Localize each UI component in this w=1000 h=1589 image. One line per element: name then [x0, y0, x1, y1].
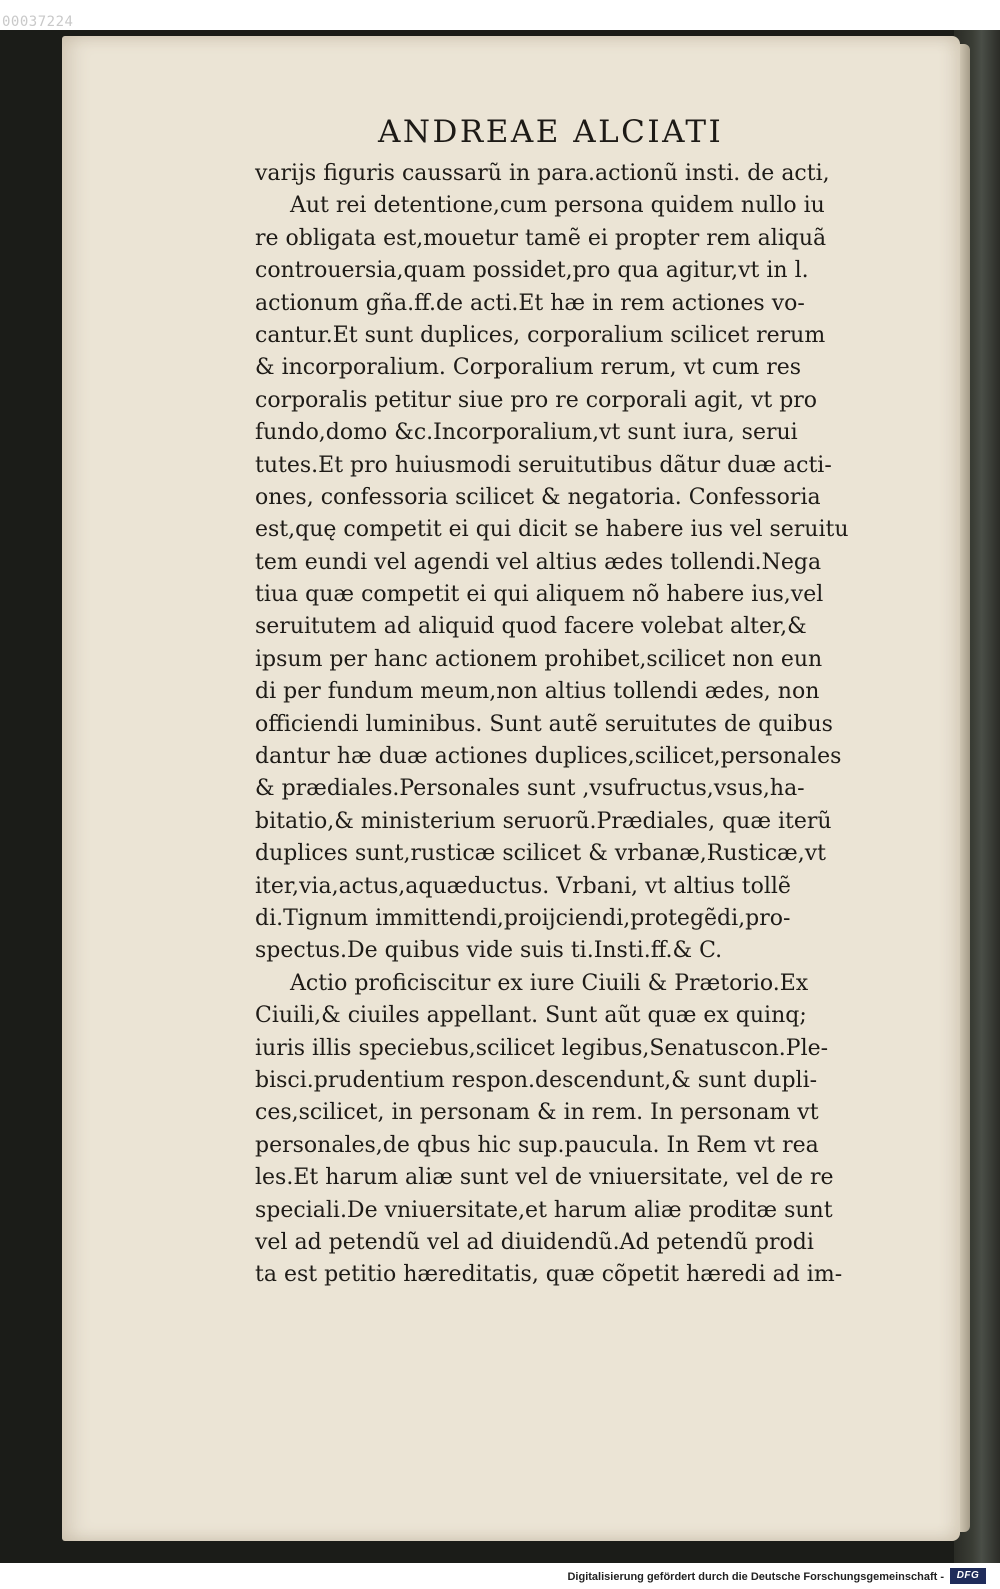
text-line: les.Et harum aliæ sunt vel de vniuersitate, vel de re [255, 1165, 834, 1191]
text-line: Actio proficiscitur ex iure Ciuili & Prætorio.Ex [290, 970, 809, 996]
text-line: personales,de qbus hic sup.paucula. In Rem vt rea [255, 1132, 819, 1158]
text-line: fundo,domo &c.Incorporalium,vt sunt iura, serui [255, 420, 798, 446]
text-line: actionum gña.ff.de acti.Et hæ in rem actiones vo- [255, 290, 805, 316]
text-line: di per fundum meum,non altius tollendi ædes, non [255, 679, 820, 705]
footer-bar [0, 1563, 1000, 1589]
text-line: cantur.Et sunt duplices, corporalium scilicet rerum [255, 322, 826, 348]
text-line: ipsum per hanc actionem prohibet,scilicet non eun [255, 646, 823, 672]
page-edge [960, 44, 970, 1532]
text-line: vel ad petendũ vel ad diuidendũ.Ad petendũ prodi [255, 1229, 814, 1255]
text-block [255, 158, 905, 1292]
text-line: ta est petitio hæreditatis, quæ cõpetit hæredi ad im- [255, 1262, 843, 1288]
funding-note: Digitalisierung gefördert durch die Deutsche Forschungsgemeinschaft - [567, 1571, 944, 1583]
text-line: Aut rei detentione,cum persona quidem nullo iu [290, 193, 825, 219]
text-line: Ciuili,& ciuiles appellant. Sunt aũt quæ ex quinq; [255, 1003, 807, 1029]
text-line: controuersia,quam possidet,pro qua agitur,vt in l. [255, 258, 809, 284]
text-line: re obligata est,mouetur tamẽ ei propter rem aliquã [255, 225, 827, 251]
scan-id: 00037224 [2, 14, 74, 30]
text-line: bitatio,& ministerium seruorũ.Prædiales, quæ iterũ [255, 808, 832, 834]
running-head: ANDREAE ALCIATI [378, 114, 724, 150]
text-line: speciali.De vniuersitate,et harum aliæ proditæ sunt [255, 1197, 833, 1223]
text-line: & incorporalium. Corporalium rerum, vt cum res [255, 355, 802, 381]
dfg-logo: DFG [950, 1568, 986, 1584]
text-line: seruitutem ad aliquid quod facere volebat alter,& [255, 614, 807, 640]
text-line: duplices sunt,rusticæ scilicet & vrbanæ,Rusticæ,vt [255, 841, 826, 867]
text-line: iter,via,actus,aquæductus. Vrbani, vt altius tollẽ [255, 873, 791, 899]
text-line: & prædiales.Personales sunt ,vsufructus,vsus,ha- [255, 776, 805, 802]
text-line: tem eundi vel agendi vel altius ædes tollendi.Nega [255, 549, 822, 575]
text-line: corporalis petitur siue pro re corporali agit, vt pro [255, 387, 818, 413]
text-line: spectus.De quibus vide suis ti.Insti.ff.& C. [255, 938, 723, 964]
text-line: varijs figuris caussarũ in para.actionũ insti. de acti, [255, 161, 830, 186]
text-line: tiua quæ competit ei qui aliquem nõ habere ius,vel [255, 582, 824, 608]
text-line: bisci.prudentium respon.descendunt,& sunt dupli- [255, 1067, 818, 1093]
text-line: dantur hæ duæ actiones duplices,scilicet,personales [255, 744, 842, 770]
text-line: officiendi luminibus. Sunt autẽ seruitutes de quibus [255, 711, 833, 737]
text-line: iuris illis speciebus,scilicet legibus,Senatuscon.Ple- [255, 1035, 829, 1061]
text-line: est,quę competit ei qui dicit se habere ius vel seruitu [255, 517, 849, 543]
text-line: tutes.Et pro huiusmodi seruitutibus dãtur duæ acti- [255, 452, 832, 478]
text-line: ces,scilicet, in personam & in rem. In personam vt [255, 1100, 819, 1126]
text-line: ones, confessoria scilicet & negatoria. Confessoria [255, 484, 821, 510]
text-line: di.Tignum immittendi,proijciendi,protegẽdi,pro- [255, 905, 791, 931]
